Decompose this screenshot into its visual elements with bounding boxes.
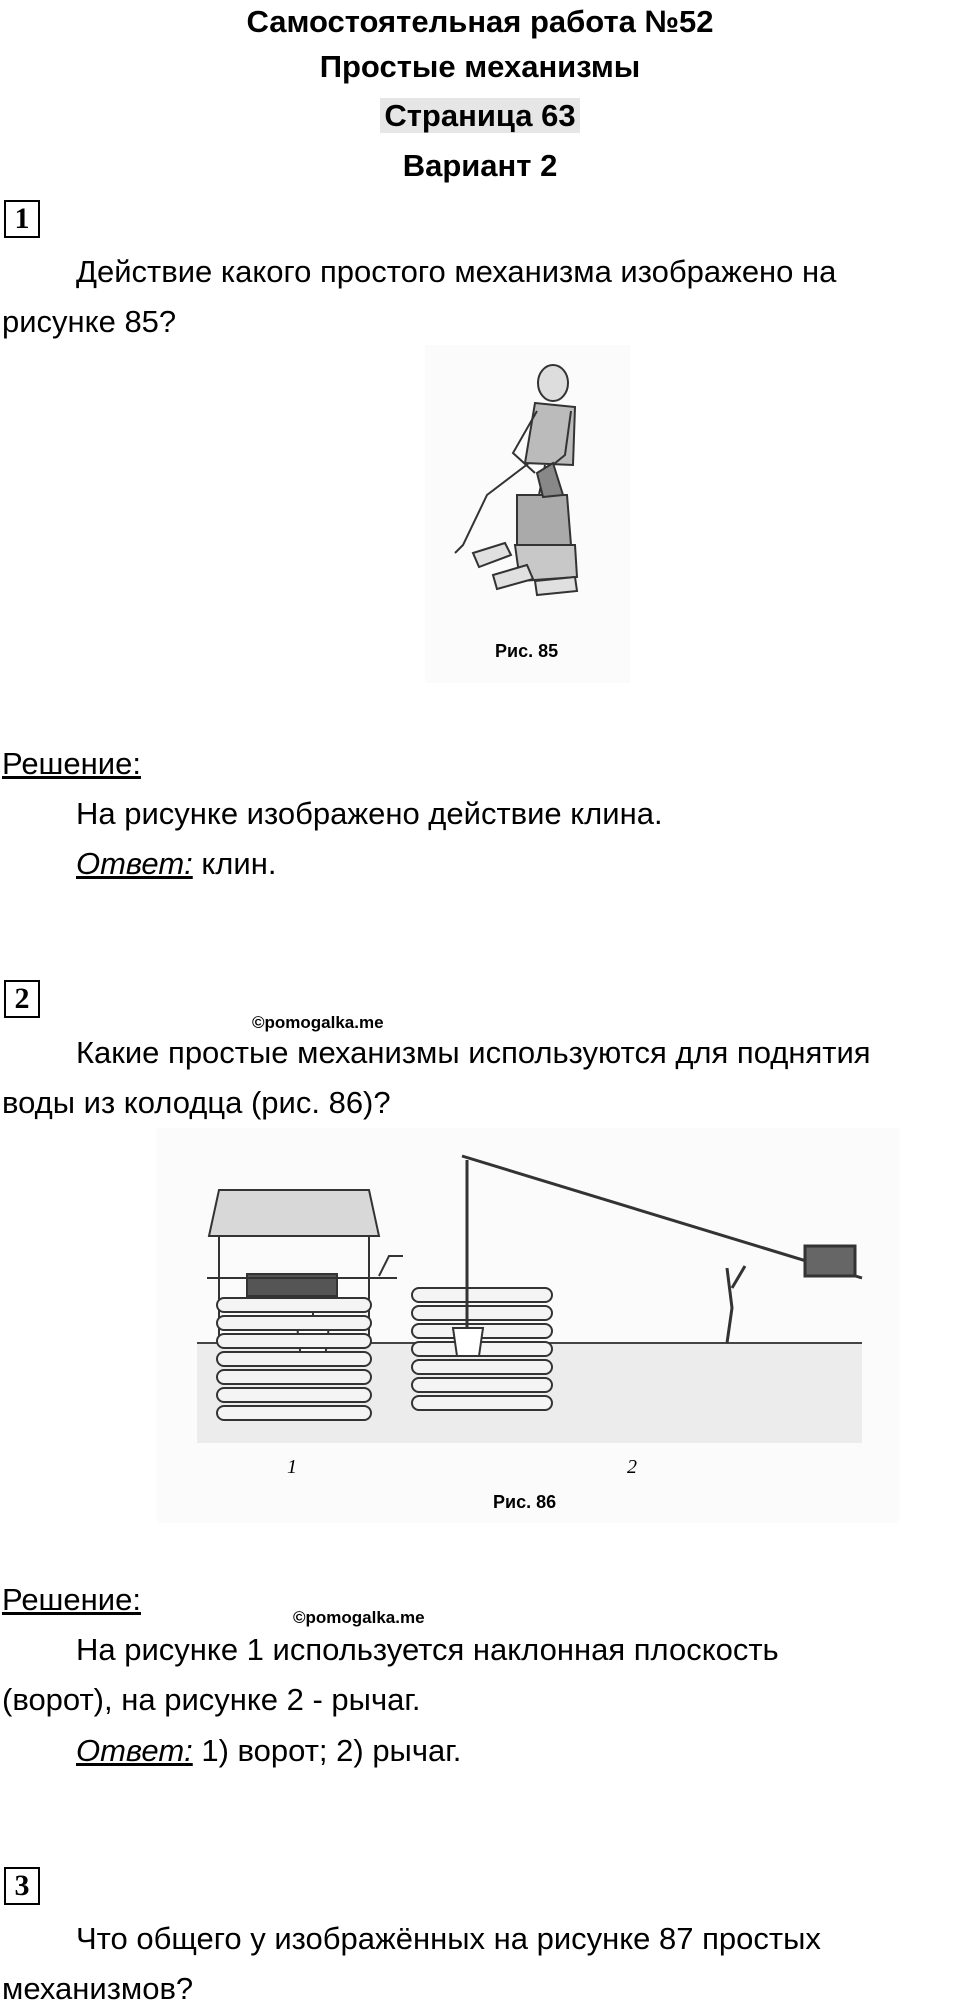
figure-86-caption: Рис. 86 xyxy=(493,1492,557,1512)
figure-85-illustration xyxy=(425,345,630,683)
task1-solution-label: Решение: xyxy=(2,746,141,781)
figure-86-label-1: 1 xyxy=(287,1456,297,1478)
figure-85-wood-splitting xyxy=(425,345,630,683)
task2-question-line1: Какие простые механизмы используются для поднятия xyxy=(76,1035,871,1070)
watermark-2: ©pomogalka.me xyxy=(293,1608,425,1627)
task2-solution-line2: (ворот), на рисунке 2 - рычаг. xyxy=(2,1682,421,1717)
task-number-1: 1 xyxy=(4,200,40,238)
task-number-2: 2 xyxy=(4,980,40,1018)
task1-answer xyxy=(76,844,276,884)
task2-answer-label: Ответ: xyxy=(76,1733,193,1768)
task3-question-line1: Что общего у изображённых на рисунке 87 простых xyxy=(76,1921,821,1956)
page-number-text: Страница 63 xyxy=(380,98,579,133)
task3-question-line2: механизмов? xyxy=(2,1971,194,2006)
task2-solution-line1: На рисунке 1 используется наклонная плоскость xyxy=(76,1632,779,1667)
task-number-3: 3 xyxy=(4,1867,40,1905)
figure-86-label-2: 2 xyxy=(627,1456,637,1478)
task2-answer xyxy=(76,1731,461,1771)
task1-solution-line1: На рисунке изображено действие клина. xyxy=(76,796,663,831)
watermark-1: ©pomogalka.me xyxy=(252,1013,384,1032)
figure-86-illustration xyxy=(157,1128,899,1523)
task2-question-line2: воды из колодца (рис. 86)? xyxy=(2,1085,391,1120)
page-number-label xyxy=(0,96,960,136)
task1-question-line1: Действие какого простого механизма изображено на xyxy=(76,254,837,289)
page-title: Самостоятельная работа №52 xyxy=(246,4,714,39)
figure-86-wells xyxy=(157,1128,899,1523)
task2-solution-label: Решение: xyxy=(2,1582,141,1617)
task1-question-line2: рисунке 85? xyxy=(2,304,177,339)
task1-answer-text: клин. xyxy=(192,846,277,881)
task1-answer-label: Ответ: xyxy=(76,846,193,881)
variant-label: Вариант 2 xyxy=(402,148,558,183)
page-subtitle: Простые механизмы xyxy=(319,49,641,84)
task2-answer-text: 1) ворот; 2) рычаг. xyxy=(192,1733,462,1768)
figure-85-caption: Рис. 85 xyxy=(495,641,559,661)
